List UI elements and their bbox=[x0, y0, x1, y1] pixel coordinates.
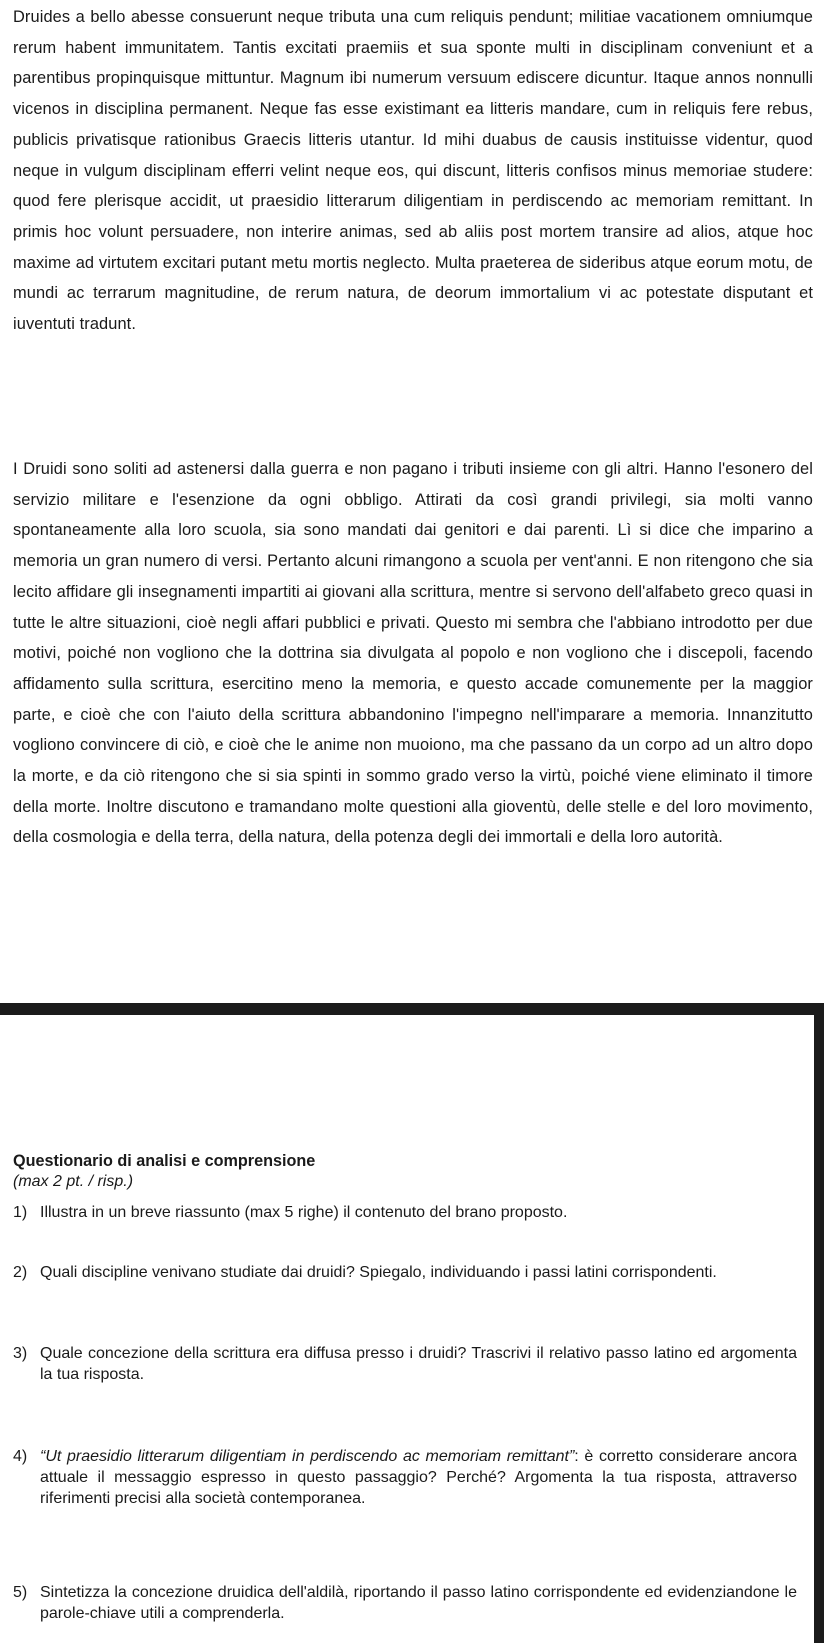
question-number: 2) bbox=[13, 1264, 28, 1281]
page-divider bbox=[0, 1003, 816, 1015]
question-number: 5) bbox=[13, 1584, 28, 1601]
question-1 bbox=[13, 1202, 797, 1223]
page-edge-shadow bbox=[814, 1003, 824, 1643]
question-text: Quale concezione della scrittura era diffusa presso i druidi? Trascrivi il relativo passo latino ed argomenta la tua risposta. bbox=[40, 1345, 797, 1383]
question-text: Illustra in un breve riassunto (max 5 righe) il contenuto del brano proposto. bbox=[40, 1204, 568, 1221]
question-text-wrapper bbox=[40, 1446, 797, 1509]
question-number: 4) bbox=[13, 1448, 28, 1465]
question-5 bbox=[13, 1582, 797, 1624]
question-3 bbox=[13, 1343, 797, 1385]
question-2 bbox=[13, 1262, 797, 1283]
question-number: 3) bbox=[13, 1345, 28, 1362]
question-number: 1) bbox=[13, 1204, 28, 1221]
italian-translation: I Druidi sono soliti ad astenersi dalla guerra e non pagano i tributi insieme con gli altri. Hanno l'esonero del servizio militare e l'esenzione da ogni obbligo. Attirati da così grandi privilegi, sia molti vanno spontaneamente alla loro scuola, sia sono mandati dai genitori e dai parenti. Lì si dice che imparino a memoria un gran numero di versi. Pertanto alcuni rimangono a scuola per vent'anni. E non ritengono che sia lecito affidare gli insegnamenti impartiti ai giovani alla scrittura, mentre si servono dell'alfabeto greco quasi in tutte le altre situazioni, cioè negli affari pubblici e privati. Questo mi sembra che l'abbiano introdotto per due motivi, poiché non vogliono che la dottrina sia divulgata al popolo e non vogliono che i discepoli, facendo affidamento sulla scrittura, esercitino meno la memoria, e questo accade comunemente per la maggior parte, e cioè che con l'aiuto della scrittura abbandonino l'impegno nell'imparare a memoria. Innanzitutto vogliono convincere di ciò, e cioè che le anime non muoiono, ma che passano da un corpo ad un altro dopo la morte, e da ciò ritengono che si sia spinti in sommo grado verso la virtù, poiché viene eliminato il timore della morte. Inoltre discutono e tramandano molte questioni alla gioventù, delle stelle e del loro movimento, della cosmologia e della terra, della natura, della potenza degli dei immortali e della loro autorità. bbox=[13, 460, 813, 847]
question-latin-quote: “Ut praesidio litterarum diligentiam in perdiscendo ac memoriam remittant” bbox=[40, 1448, 575, 1465]
questionnaire-title: Questionario di analisi e comprensione bbox=[13, 1152, 316, 1170]
question-4 bbox=[13, 1446, 797, 1509]
question-text: Sintetizza la concezione druidica dell'aldilà, riportando il passo latino corrispondente ed evidenziandone le parole-chiave utili a comprenderla. bbox=[40, 1584, 797, 1622]
latin-passage: Druides a bello abesse consuerunt neque tributa una cum reliquis pendunt; militiae vacationem omniumque rerum habent immunitatem. Tantis excitati praemiis et sua sponte multi in disciplinam conveniunt et a parentibus propinquisque mittuntur. Magnum ibi numerum versuum ediscere dicuntur. Itaque annos nonnulli vicenos in disciplina permanent. Neque fas esse existimant ea litteris mandare, cum in reliquis fere rebus, publicis privatisque rationibus Graecis litteris utantur. Id mihi duabus de causis instituisse videntur, quod neque in vulgum disciplinam efferri velint neque eos, qui discunt, litteris confisos minus memoriae studere: quod fere plerisque accidit, ut praesidio litterarum diligentiam in perdiscendo ac memoriam remittant. In primis hoc volunt persuadere, non interire animas, sed ab aliis post mortem transire ad alios, atque hoc maxime ad virtutem excitari putant metu mortis neglecto. Multa praeterea de sideribus atque eorum motu, de mundi ac terrarum magnitudine, de rerum natura, de deorum immortalium vi ac potestate disputant et iuventuti tradunt. bbox=[13, 8, 813, 334]
question-text: Quali discipline venivano studiate dai druidi? Spiegalo, individuando i passi latini corrispondenti. bbox=[40, 1264, 717, 1281]
question-text: : è corretto considerare ancora attuale il messaggio espresso in questo passaggio? Perché? Argomenta la tua risposta, attraverso riferimenti precisi alla società contemporanea. bbox=[40, 1448, 798, 1507]
questionnaire-subtitle: (max 2 pt. / risp.) bbox=[13, 1173, 134, 1190]
